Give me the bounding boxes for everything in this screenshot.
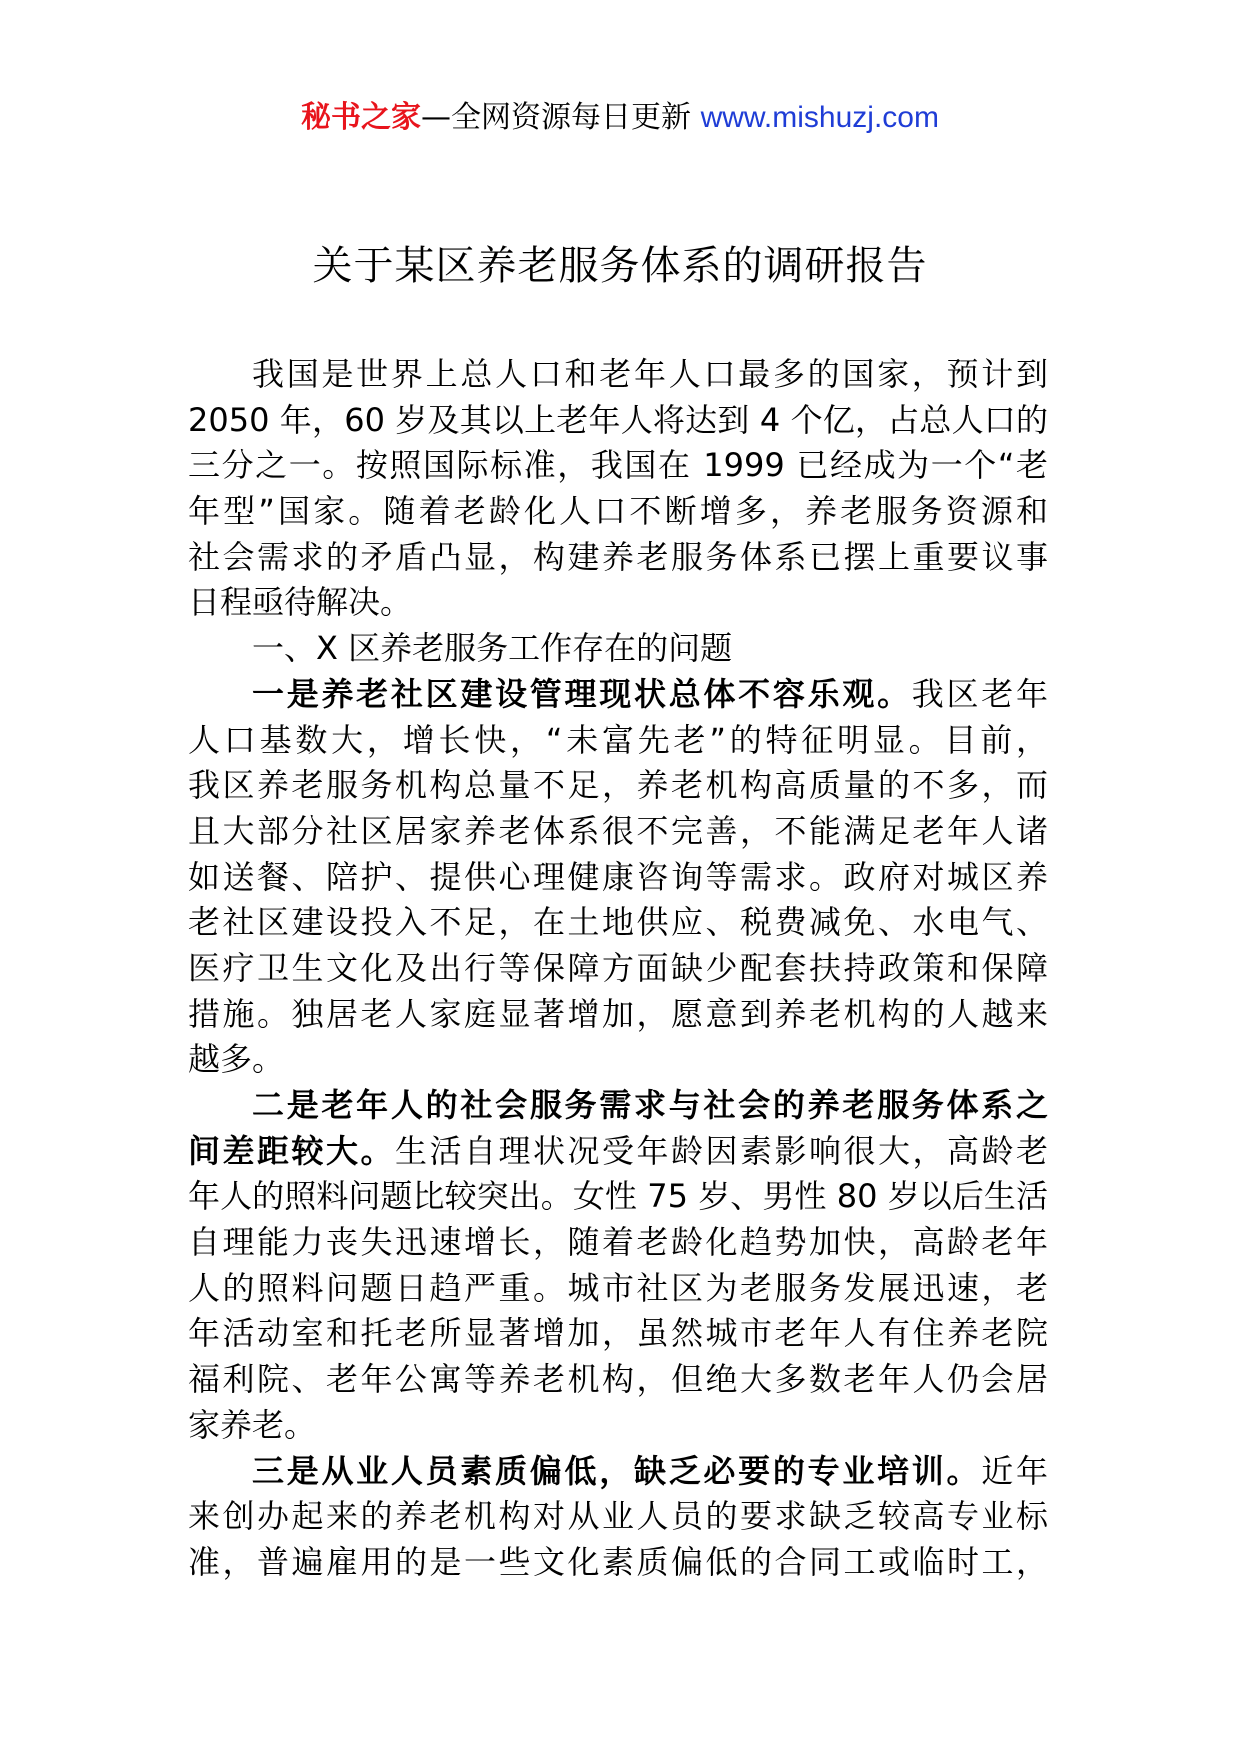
site-tagline: —全网资源每日更新	[421, 100, 701, 135]
text-line: 越多。	[188, 1040, 285, 1079]
text-line: 三是从业人员素质偏低，缺乏必要的专业培训。近年	[252, 1451, 1048, 1490]
site-brand: 秘书之家	[301, 100, 422, 135]
text-line: 人的照料问题日趋严重。城市社区为老服务发展迅速，老	[188, 1268, 1048, 1307]
point-heading: 二是老年人的社会服务需求与社会的养老服务体系之	[252, 1086, 1048, 1124]
text-line: 我区养老服务机构总量不足，养老机构高质量的不多，而	[188, 766, 1048, 805]
point-heading: 三是从业人员素质偏低，缺乏必要的专业培训。	[252, 1451, 982, 1490]
text-line: 年活动室和托老所显著增加，虽然城市老年人有住养老院	[188, 1314, 1048, 1353]
text-line: 自理能力丧失迅速增长，随着老龄化趋势加快，高龄老年	[188, 1223, 1048, 1262]
text-line: 社会需求的矛盾凸显，构建养老服务体系已摆上重要议事	[188, 537, 1048, 576]
text-line: 且大部分社区居家养老体系很不完善，不能满足老年人诸	[188, 811, 1048, 850]
text-line: 年型”国家。随着老龄化人口不断增多，养老服务资源和	[188, 492, 1048, 531]
site-url-link[interactable]: www.mishuzj.com	[700, 101, 939, 134]
document-title: 关于某区养老服务体系的调研报告	[312, 243, 928, 289]
text-line: 2050 年，60 岁及其以上老年人将达到 4 个亿，占总人口的	[188, 400, 1048, 439]
text-line: 来创办起来的养老机构对从业人员的要求缺乏较高专业标	[188, 1497, 1048, 1536]
text-line: 人口基数大，增长快，“未富先老”的特征明显。目前，	[188, 720, 1048, 759]
text-line: 老社区建设投入不足，在土地供应、税费减免、水电气、	[188, 903, 1048, 942]
text-line: 间差距较大。生活自理状况受年龄因素影响很大，高龄老	[188, 1131, 1048, 1170]
document-body	[188, 352, 1048, 1586]
text-line: 一是养老社区建设管理现状总体不容乐观。我区老年	[252, 674, 1048, 713]
text-line	[188, 1083, 1048, 1129]
text-line: 福利院、老年公寓等养老机构，但绝大多数老年人仍会居	[188, 1360, 1048, 1399]
point-heading: 间差距较大。	[188, 1131, 395, 1170]
text-line: 如送餐、陪护、提供心理健康咨询等需求。政府对城区养	[188, 857, 1048, 896]
text-line: 家养老。	[188, 1405, 317, 1444]
text-line: 准，普遍雇用的是一些文化素质偏低的合同工或临时工，	[188, 1542, 1048, 1581]
text-line: 年人的照料问题比较突出。女性 75 岁、男性 80 岁以后生活	[188, 1177, 1048, 1216]
text-line: 措施。独居老人家庭显著增加，愿意到养老机构的人越来	[188, 994, 1048, 1033]
text-line: 三分之一。按照国际标准，我国在 1999 已经成为一个“老	[188, 446, 1048, 485]
section-heading: 一、X 区养老服务工作存在的问题	[252, 629, 733, 668]
site-banner	[0, 98, 1240, 138]
text-line: 我国是世界上总人口和老年人口最多的国家，预计到	[252, 355, 1048, 393]
text-line: 日程亟待解决。	[188, 583, 413, 622]
text-line: 医疗卫生文化及出行等保障方面缺少配套扶持政策和保障	[188, 948, 1048, 987]
point-heading: 一是养老社区建设管理现状总体不容乐观。	[252, 674, 912, 713]
